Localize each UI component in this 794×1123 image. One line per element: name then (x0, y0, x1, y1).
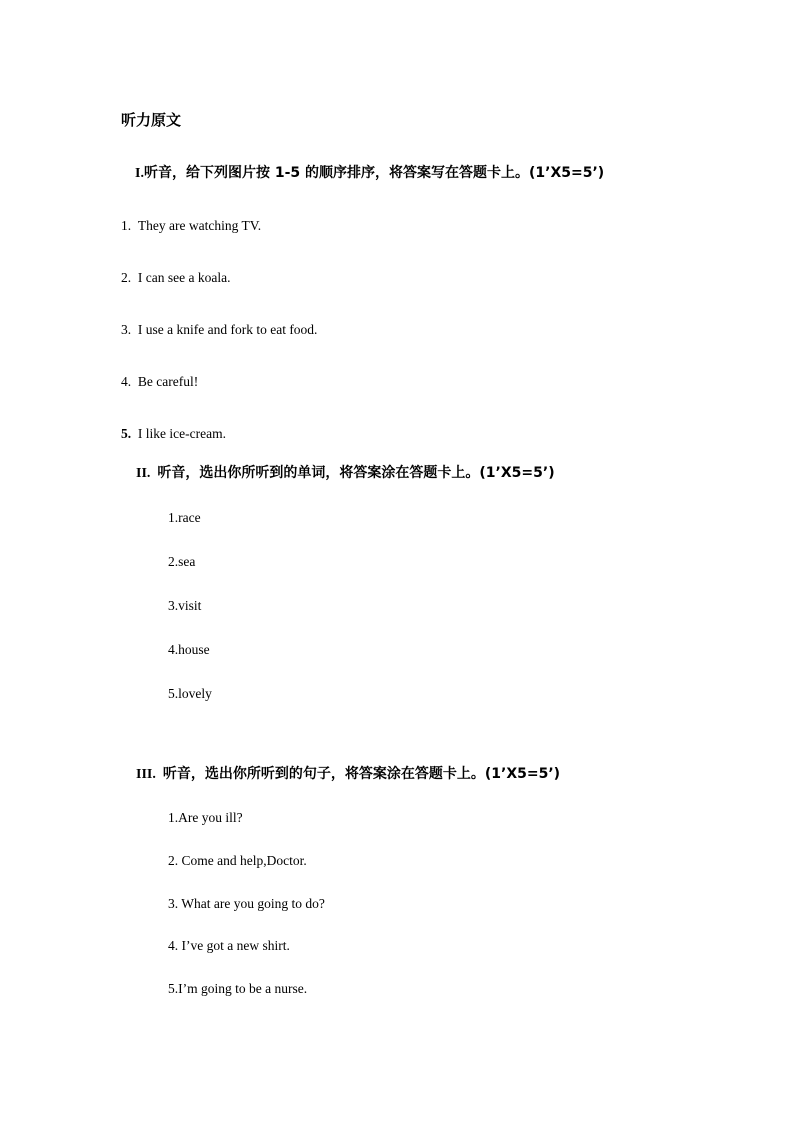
item-text: I use a knife and fork to eat food. (137, 322, 318, 337)
section3-item-1: 1.Are you ill? (168, 810, 243, 825)
item-number: 3. (121, 322, 132, 337)
section3-heading-text: 听音，选出你所听到的句子，将答案涂在答题卡上。(1’X5=5’) (162, 766, 561, 782)
item-text: I like ice-cream. (137, 426, 226, 441)
section1-item-3 (121, 323, 317, 337)
section1-heading (135, 166, 604, 181)
item-text: I can see a koala. (137, 270, 231, 285)
section2-heading-number: II. (136, 466, 151, 481)
section1-heading-number: I. (135, 166, 144, 181)
section2-item-2: 2.sea (168, 554, 196, 569)
section2-item-1: 1.race (168, 510, 201, 525)
item-number: 4. (121, 374, 132, 389)
section3-item-2: 2. Come and help,Doctor. (168, 853, 307, 868)
page-title: 听力原文 (121, 111, 182, 129)
section3-heading-number: III. (136, 767, 156, 782)
section3-item-5: 5.I’m going to be a nurse. (168, 981, 308, 996)
item-number: 5. (121, 426, 132, 441)
section1-item-5 (121, 427, 226, 441)
section2-item-4: 4.house (168, 642, 210, 657)
section1-item-2 (121, 271, 230, 285)
section2-heading (136, 466, 555, 481)
section2-item-3: 3.visit (168, 598, 202, 613)
section3-item-4: 4. I’ve got a new shirt. (168, 938, 290, 953)
item-number: 2. (121, 270, 132, 285)
item-text: They are watching TV. (137, 218, 262, 233)
section3-heading (136, 767, 560, 782)
section1-item-1 (121, 219, 261, 233)
section2-item-5: 5.lovely (168, 686, 212, 701)
section1-item-4 (121, 375, 198, 389)
item-number: 1. (121, 218, 132, 233)
section3-item-3: 3. What are you going to do? (168, 896, 325, 911)
section2-heading-text: 听音，选出你所听到的单词，将答案涂在答题卡上。(1’X5=5’) (157, 465, 555, 481)
section1-heading-text: 听音，给下列图片按 1-5 的顺序排序，将答案写在答题卡上。(1’X5=5’) (143, 165, 605, 181)
item-text: Be careful! (137, 374, 199, 389)
